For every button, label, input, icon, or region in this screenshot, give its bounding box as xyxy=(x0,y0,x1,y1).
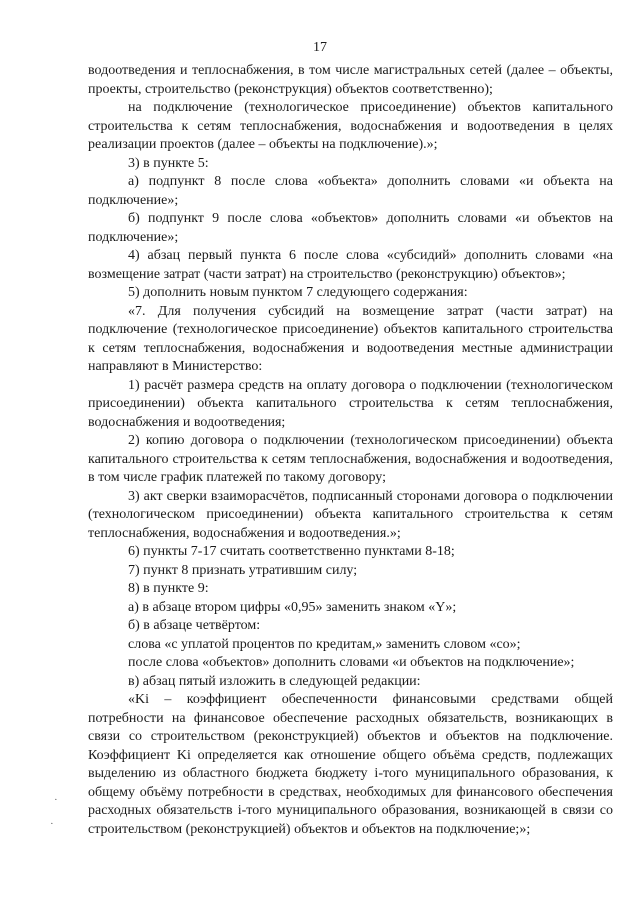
paragraph: 3) в пункте 5: xyxy=(128,155,209,171)
paragraph: слова «с уплатой процентов по кредитам,» заменить словом «со»; xyxy=(128,636,521,652)
paragraph: 3) акт сверки взаиморасчётов, подписанный сторонами договора о подключении (технологическом присоединении) объекта капитального строительства к сетям теплоснабжения, водоснабжения и водоотведения.»; xyxy=(88,488,613,541)
paragraph: 7) пункт 8 признать утратившим силу; xyxy=(128,562,358,578)
paragraph: 2) копию договора о подключении (технологическом присоединении) объекта капитального строительства к сетям теплоснабжения, водоснабжения и водоотведения, в том числе график платежей по такому договору; xyxy=(88,433,613,485)
document-body xyxy=(88,62,613,839)
paragraph: в) абзац пятый изложить в следующей редакции: xyxy=(128,673,421,689)
scan-mark: · xyxy=(50,818,54,830)
paragraph: на подключение (технологическое присоединение) объектов капитального строительства к сетям теплоснабжения, водоснабжения и водоотведения в целях реализации проектов (далее – объекты на подключение).»; xyxy=(88,100,613,152)
paragraph: 4) абзац первый пункта 6 после слова «субсидий» дополнить словами «на возмещение затрат (части затрат) на строительство (реконструкцию) объектов»; xyxy=(88,248,613,282)
paragraph: б) подпункт 9 после слова «объектов» дополнить словами «и объектов на подключение»; xyxy=(88,211,613,245)
paragraph: а) в абзаце втором цифры «0,95» заменить знаком «Y»; xyxy=(128,599,457,615)
paragraph: «Ki – коэффициент обеспеченности финансовыми средствами общей потребности на финансовое обеспечение расходных обязательств, возникающих в связи со строительством (реконструкцией) объектов и объектов на подключение. Коэффициент Ki определяется как отношение общего объёма средств, подлежащих выделению из областного бюджета бюджету i-того муниципального образования, к общему объёму потребности в средствах, необходимых для финансового обеспечения расходных обязательств i-того муниципального образования, возникающей в связи со строительством (реконструкцией) объектов и объектов на подключение;»; xyxy=(88,692,613,837)
paragraph: 5) дополнить новым пунктом 7 следующего содержания: xyxy=(128,285,468,300)
paragraph: после слова «объектов» дополнить словами «и объектов на подключение»; xyxy=(128,655,575,670)
paragraph: 8) в пункте 9: xyxy=(128,581,209,596)
paragraph: водоотведения и теплоснабжения, в том числе магистральных сетей (далее – объекты, проекты, строительство (реконструкция) объектов соответственно); xyxy=(88,63,613,97)
paragraph: «7. Для получения субсидий на возмещение затрат (части затрат) на подключение (технологическое присоединение) объектов капитального строительства к сетям теплоснабжения, водоснабжения и водоотведения местные администрации направляют в Министерство: xyxy=(88,303,613,374)
paragraph: а) подпункт 8 после слова «объекта» дополнить словами «и объекта на подключение»; xyxy=(88,174,613,208)
paragraph: 6) пункты 7-17 считать соответственно пунктами 8-18; xyxy=(128,544,455,559)
scan-mark: · xyxy=(54,794,58,806)
paragraph: 1) расчёт размера средств на оплату договора о подключении (технологическом присоединении) объекта капитального строительства к сетям теплоснабжения, водоснабжения и водоотведения; xyxy=(88,377,613,430)
page-number: 17 xyxy=(313,40,327,55)
paragraph: б) в абзаце четвёртом: xyxy=(128,618,261,633)
